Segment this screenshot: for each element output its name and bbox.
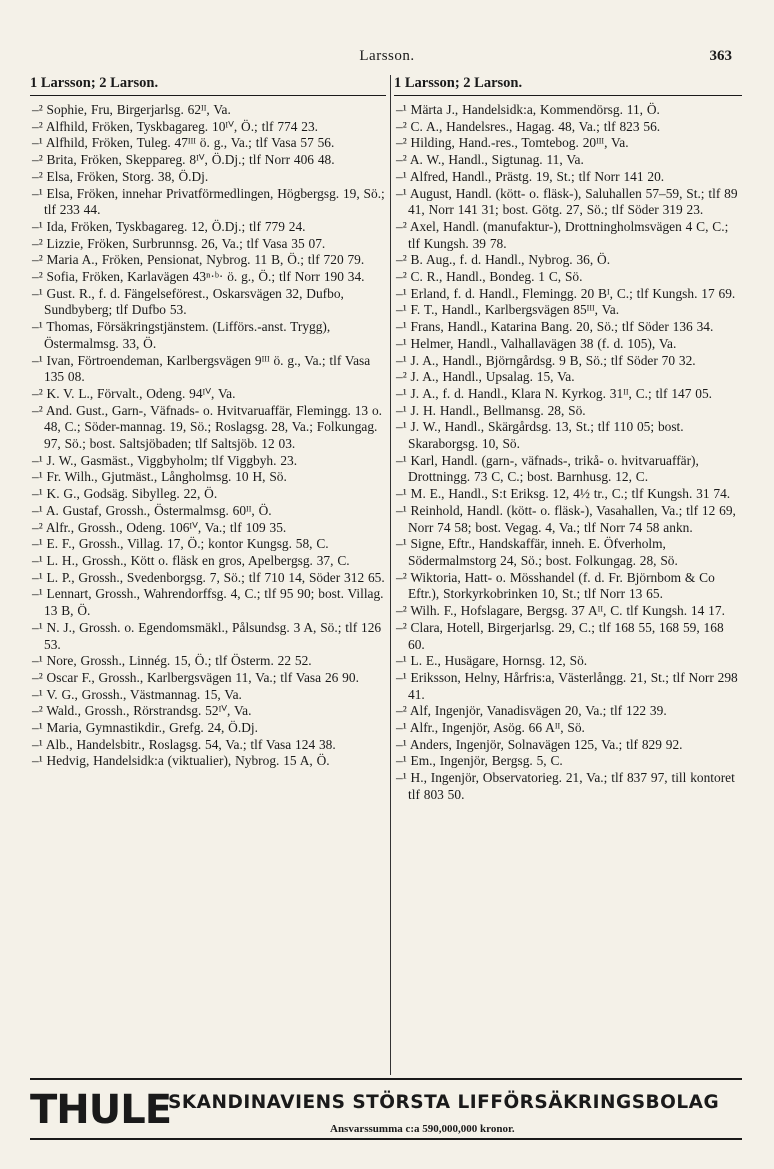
directory-entry: –² Alfr., Grossh., Odeng. 106ᴵⱽ, Va.; tlf 109 35. xyxy=(32,519,287,535)
directory-entry: –² Axel, Handl. (manufaktur-), Drottningholmsvägen 4 C, C.; tlf Kungsh. 39 78. xyxy=(396,218,729,251)
directory-entry: –² Sophie, Fru, Birgerjarlsg. 62ᴵᴵ, Va. xyxy=(32,102,231,117)
directory-entry: –¹ N. J., Grossh. o. Egendomsmäkl., Pålsundsg. 3 A, Sö.; tlf 126 53. xyxy=(32,619,382,652)
directory-entry: –¹ Ivan, Förtroendeman, Karlbergsvägen 9ᴵᴵᴵ ö. g., Va.; tlf Vasa 135 08. xyxy=(32,352,371,385)
directory-entry: –² Brita, Fröken, Skeppareg. 8ᴵⱽ, Ö.Dj.; tlf Norr 406 48. xyxy=(32,152,335,168)
directory-entry: –² Sofia, Fröken, Karlavägen 43ⁿ·ᵇ· ö. g., Ö.; tlf Norr 190 34. xyxy=(32,269,365,285)
directory-entry: –² Lizzie, Fröken, Surbrunnsg. 26, Va.; tlf Vasa 35 07. xyxy=(32,235,326,251)
directory-entry: –¹ F. T., Handl., Karlbergsvägen 85ᴵᴵᴵ, Va. xyxy=(396,302,620,318)
directory-entry: –² Alf, Ingenjör, Vanadisvägen 20, Va.; tlf 122 39. xyxy=(396,703,667,719)
directory-entry: –¹ Nore, Grossh., Linnég. 15, Ö.; tlf Österm. 22 52. xyxy=(32,653,312,669)
directory-entry: –¹ V. G., Grossh., Västmannag. 15, Va. xyxy=(32,686,242,702)
directory-entry: –¹ K. G., Godsäg. Sibylleg. 22, Ö. xyxy=(32,486,218,502)
directory-entry: –¹ Lennart, Grossh., Wahrendorffsg. 4, C.; tlf 95 90; bost. Villag. 13 B, Ö. xyxy=(32,586,384,619)
directory-entry: –¹ Hedvig, Handelsidk:a (viktualier), Nybrog. 15 A, Ö. xyxy=(32,753,330,769)
directory-entry: –¹ L. P., Grossh., Svedenborgsg. 7, Sö.; tlf 710 14, Söder 312 65. xyxy=(32,569,385,585)
right-column-header: 1 Larsson; 2 Larson. xyxy=(394,75,742,96)
directory-entry: –² C. A., Handelsres., Hagag. 48, Va.; tlf 823 56. xyxy=(396,118,661,134)
directory-entry: –¹ August, Handl. (kött- o. fläsk-), Saluhallen 57–59, St.; tlf 89 41, Norr 141 31; bost. Götg. 27, Sö.; tlf Söder 319 23. xyxy=(396,185,738,218)
directory-entry: –¹ Ida, Fröken, Tyskbagareg. 12, Ö.Dj.; tlf 779 24. xyxy=(32,218,306,234)
directory-entry: –¹ Fr. Wilh., Gjutmäst., Långholmsg. 10 H, Sö. xyxy=(32,469,287,485)
footer-rule xyxy=(30,1078,742,1080)
directory-entry: –¹ Karl, Handl. (garn-, väfnads-, trikå- o. hvitvaruaffär), Drottningg. 73 C, C.; bost. Barnhusg. 12, C. xyxy=(396,452,699,485)
directory-entry: –¹ Signe, Eftr., Handskaffär, inneh. E. Öfverholm, Södermalmstorg 24, Sö.; bost. Folkungag. 28, Sö. xyxy=(396,536,678,568)
directory-entry: –² Hilding, Hand.-res., Tomtebog. 20ᴵᴵᴵ, Va. xyxy=(396,135,629,151)
directory-entry: –¹ J. W., Gasmäst., Viggbyholm; tlf Viggbyh. 23. xyxy=(32,452,298,468)
directory-entry: –¹ Alfhild, Fröken, Tuleg. 47ᴵᴵᴵ ö. g., Va.; tlf Vasa 57 56. xyxy=(32,135,335,151)
directory-entry: –² Wald., Grossh., Rörstrandsg. 52ᴵⱽ, Va. xyxy=(32,703,252,719)
directory-entry: –¹ Erland, f. d. Handl., Flemingg. 20 Bᴵ, C.; tlf Kungsh. 17 69. xyxy=(396,285,736,301)
directory-entry: –¹ Em., Ingenjör, Bergsg. 5, C. xyxy=(396,753,563,769)
directory-entry: –¹ Alfred, Handl., Prästg. 19, St.; tlf Norr 141 20. xyxy=(396,168,665,184)
directory-entry: –¹ Alb., Handelsbitr., Roslagsg. 54, Va.; tlf Vasa 124 38. xyxy=(32,736,336,752)
ad-rule xyxy=(30,1138,742,1140)
directory-entry: –¹ J. A., f. d. Handl., Klara N. Kyrkog. 31ᴵᴵ, C.; tlf 147 05. xyxy=(396,385,713,401)
directory-entry: –¹ L. E., Husägare, Hornsg. 12, Sö. xyxy=(396,653,588,669)
thule-advertisement xyxy=(30,1088,742,1148)
directory-entry: –¹ Reinhold, Handl. (kött- o. fläsk-), Vasahallen, Va.; tlf 12 69, Norr 74 58; bost. Vegag. 4, Va.; tlf Norr 74 58 ankn. xyxy=(396,502,736,535)
directory-entry: –² Elsa, Fröken, Storg. 38, Ö.Dj. xyxy=(32,168,209,184)
directory-entry: –¹ H., Ingenjör, Observatorieg. 21, Va.; tlf 837 97, till kontoret tlf 803 50. xyxy=(396,770,735,802)
directory-entry: –² And. Gust., Garn-, Väfnads- o. Hvitvaruaffär, Flemingg. 13 o. 48, C.; Söder-mannag. 19, Sö.; Roslagsg. 28, Va.; Folkungag. 97, Sö.; bost. Saltsjöbaden; tlf Saltsjöb. 12 03. xyxy=(32,402,383,452)
directory-entry: –¹ L. H., Grossh., Kött o. fläsk en gros, Apelbergsg. 37, C. xyxy=(32,552,350,568)
directory-entry: –² J. A., Handl., Upsalag. 15, Va. xyxy=(396,369,575,385)
directory-entry: –¹ J. W., Handl., Skärgårdsg. 13, St.; tlf 110 05; bost. Skaraborgsg. 10, Sö. xyxy=(396,419,684,452)
directory-entry: –¹ Eriksson, Helny, Hårfris:a, Västerlångg. 21, St.; tlf Norr 298 41. xyxy=(396,669,738,702)
directory-entry: –² Alfhild, Fröken, Tyskbagareg. 10ᴵⱽ, Ö.; tlf 774 23. xyxy=(32,118,319,134)
directory-entry: –² Wilh. F., Hofslagare, Bergsg. 37 Aᴵᴵ, C. tlf Kungsh. 14 17. xyxy=(396,603,725,619)
directory-entry: –¹ Märta J., Handelsidk:a, Kommendörsg. 11, Ö. xyxy=(396,102,660,117)
directory-entry: –¹ E. F., Grossh., Villag. 17, Ö.; kontor Kungsg. 58, C. xyxy=(32,536,329,552)
directory-entry: –² Maria A., Fröken, Pensionat, Nybrog. 11 B, Ö.; tlf 720 79. xyxy=(32,252,365,268)
ad-subline: Ansvarssumma c:a 590,000,000 kronor. xyxy=(330,1123,515,1135)
ad-slogan: SKANDINAVIENS STÖRSTA LIFFÖRSÄKRINGSBOLAG xyxy=(168,1092,720,1113)
directory-entry: –² C. R., Handl., Bondeg. 1 C, Sö. xyxy=(396,269,583,285)
directory-entry: –¹ Elsa, Fröken, innehar Privatförmedlingen, Högbergsg. 19, Sö.; tlf 233 44. xyxy=(32,185,385,218)
directory-entry: –¹ J. A., Handl., Björngårdsg. 9 B, Sö.; tlf Söder 70 32. xyxy=(396,352,696,368)
directory-entry: –¹ Gust. R., f. d. Fängelseförest., Oskarsvägen 32, Dufbo, Sundbyberg; tlf Dufbo 53. xyxy=(32,285,344,318)
directory-entry: –¹ A. Gustaf, Grossh., Östermalmsg. 60ᴵᴵ, Ö. xyxy=(32,502,272,518)
directory-entry: –² Wiktoria, Hatt- o. Mösshandel (f. d. Fr. Björnbom & Co Eftr.), Storkyrkobrinken 10, St.; tlf Norr 13 65. xyxy=(396,569,715,602)
running-title: Larsson. xyxy=(359,48,415,64)
left-column xyxy=(32,102,386,770)
right-column xyxy=(396,102,742,804)
ad-brand: THULE xyxy=(30,1087,172,1133)
directory-entry: –¹ Anders, Ingenjör, Solnavägen 125, Va.; tlf 829 92. xyxy=(396,736,683,752)
directory-entry: –² K. V. L., Förvalt., Odeng. 94ᴵⱽ, Va. xyxy=(32,385,236,401)
directory-entry: –¹ J. H. Handl., Bellmansg. 28, Sö. xyxy=(396,402,586,418)
left-column-header: 1 Larsson; 2 Larson. xyxy=(30,75,386,96)
directory-entry: –¹ Thomas, Försäkringstjänstem. (Lifförs.-anst. Trygg), Östermalmsg. 33, Ö. xyxy=(32,319,331,351)
directory-entry: –² B. Aug., f. d. Handl., Nybrog. 36, Ö. xyxy=(396,252,611,268)
directory-entry: –¹ Helmer, Handl., Valhallavägen 38 (f. d. 105), Va. xyxy=(396,335,677,351)
page-number: 363 xyxy=(709,48,732,64)
directory-entry: –¹ Maria, Gymnastikdir., Grefg. 24, Ö.Dj. xyxy=(32,720,258,736)
directory-entry: –¹ Frans, Handl., Katarina Bang. 20, Sö.; tlf Söder 136 34. xyxy=(396,319,714,335)
directory-entry: –² Clara, Hotell, Birgerjarlsg. 29, C.; tlf 168 55, 168 59, 168 60. xyxy=(396,619,724,652)
directory-entry: –² A. W., Handl., Sigtunag. 11, Va. xyxy=(396,152,584,168)
directory-entry: –² Oscar F., Grossh., Karlbergsvägen 11, Va.; tlf Vasa 26 90. xyxy=(32,669,359,685)
directory-entry: –¹ M. E., Handl., S:t Eriksg. 12, 4½ tr., C.; tlf Kungsh. 31 74. xyxy=(396,486,731,502)
column-divider xyxy=(390,75,391,1075)
directory-entry: –¹ Alfr., Ingenjör, Asög. 66 Aᴵᴵ, Sö. xyxy=(396,720,585,736)
